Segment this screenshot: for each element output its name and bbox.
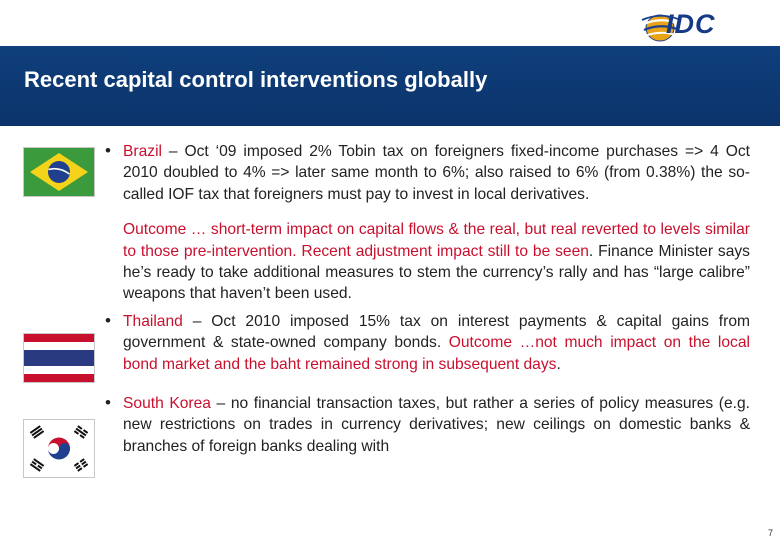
thailand-flag-icon [23,333,95,383]
brazil-country-label: Brazil [123,143,162,160]
brazil-outcome-text: . Finance Minister says he’s ready to take additional measures to stem the currency’s rally and has “large calibre” weapons that haven’t been used. [123,242,750,303]
korea-bullet [105,393,750,457]
bullet-icon: • [105,310,111,330]
thailand-end: . [556,355,561,373]
logo-text: IDC [666,9,716,39]
thailand-outcome: Outcome …not much impact on the local bond market and the baht remained strong in subsequent days [123,334,750,373]
brazil-outcome [105,219,750,305]
korea-text: – no financial transaction taxes, but rather a series of policy measures (e.g. new restrictions on trades in currency derivatives; new ceilings on domestic banks & branches of foreign banks dealing with [123,395,750,455]
brazil-flag-icon [23,147,95,197]
thailand-bullet [105,311,750,375]
korea-country-label: South Korea [123,395,211,413]
brazil-outcome-label: Outcome … short-term impact on capital flows & the real, but real reverted to levels similar to those pre-intervention. Recent adjustment impact still to be seen [123,221,750,260]
thailand-country-label: Thailand [123,312,183,330]
thailand-text: – Oct 2010 imposed 15% tax on interest payments & capital gains from government & state-owned company bonds. [123,312,750,352]
south-korea-flag-icon [23,419,95,478]
title-bar [0,46,780,126]
slide-title: Recent capital control interventions globally [24,67,488,92]
brazil-text: – Oct ‘09 imposed 2% Tobin tax on foreigners fixed-income purchases => 4 Oct 2010 doubled to 4% => later same month to 6%; also raised to 6% (from 0.38%) the so-called IOF tax that foreigners must pay to invest in local derivatives. [123,143,750,203]
bullet-icon: • [105,141,111,160]
slide-content [105,141,750,457]
page-number: 7 [768,528,774,538]
bullet-icon: • [105,393,111,413]
brazil-bullet [105,141,750,205]
